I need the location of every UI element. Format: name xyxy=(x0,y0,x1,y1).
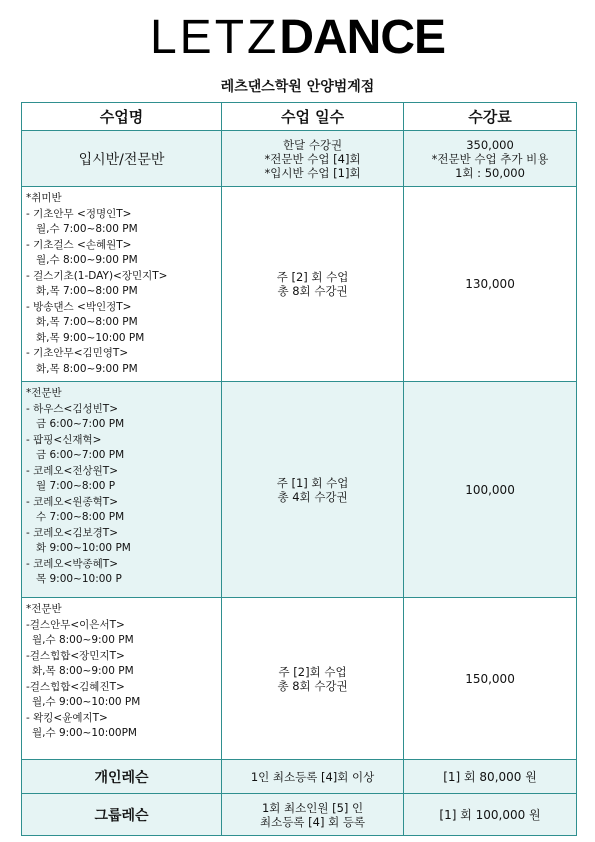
table-row-hobby xyxy=(22,187,577,382)
schedule-line: - 코레오<전상원T> xyxy=(26,464,118,477)
table-row-pro2 xyxy=(22,598,577,760)
schedule-line: *전문반 xyxy=(26,603,62,615)
header-row xyxy=(22,103,577,131)
pro1-fee: 100,000 xyxy=(404,382,577,598)
group-days-line: 1회 최소인원 [5] 인 xyxy=(261,800,364,815)
private-fee: [1] 회 80,000 원 xyxy=(404,760,577,794)
schedule-line: - 걸스기초(1-DAY)<장민지T> xyxy=(26,269,168,282)
schedule-line: 월 7:00~8:00 P xyxy=(36,480,116,492)
group-name: 그룹레슨 xyxy=(22,794,222,836)
entrance-fee-line: 1회 : 50,000 xyxy=(455,165,525,180)
logo-light-text: LETZ xyxy=(149,11,280,64)
entrance-days-line: 한달 수강권 xyxy=(282,137,343,152)
schedule-line: 월,수 8:00~9:00 PM xyxy=(32,634,134,646)
pro1-days-line: 주 [1] 회 수업 xyxy=(276,475,349,490)
hobby-days-line: 주 [2] 회 수업 xyxy=(276,270,349,284)
pro2-schedule xyxy=(22,598,222,760)
private-name: 개인레슨 xyxy=(22,760,222,794)
schedule-line: - 왁킹<윤예지T> xyxy=(26,711,108,724)
schedule-line: -걸스힙합<장민지T> xyxy=(26,649,125,662)
private-days: 1인 최소등록 [4]회 이상 xyxy=(222,760,404,794)
group-days-line: 최소등록 [4] 회 등록 xyxy=(260,814,366,829)
schedule-line: - 하우스<김성빈T> xyxy=(26,402,118,415)
schedule-line: 화,목 7:00~8:00 PM xyxy=(36,316,138,328)
entrance-days-line: *입시반 수업 [1]회 xyxy=(264,165,361,180)
pro1-schedule xyxy=(22,382,222,598)
schedule-line: 화,목 8:00~9:00 PM xyxy=(32,665,134,677)
entrance-days xyxy=(222,131,404,187)
schedule-line: - 방송댄스 <박인정T> xyxy=(26,300,132,313)
hobby-days xyxy=(222,187,404,382)
schedule-line: 수 7:00~8:00 PM xyxy=(36,511,125,523)
logo-bold-text: DANCE xyxy=(279,11,446,64)
schedule-line: 월,수 8:00~9:00 PM xyxy=(36,254,138,266)
entrance-days-line: *전문반 수업 [4]회 xyxy=(264,151,361,166)
pro2-fee: 150,000 xyxy=(404,598,577,760)
entrance-fee-line: 350,000 xyxy=(466,137,514,152)
schedule-line: 금 6:00~7:00 PM xyxy=(36,418,125,430)
table-row-entrance xyxy=(22,131,577,187)
entrance-fee-line: *전문반 수업 추가 비용 xyxy=(431,151,549,166)
schedule-line: 금 6:00~7:00 PM xyxy=(36,449,125,461)
schedule-line: 목 9:00~10:00 P xyxy=(36,573,122,585)
schedule-line: - 기초안무<김민영T> xyxy=(26,347,129,359)
schedule-line: 월,수 9:00~10:00PM xyxy=(32,727,137,739)
pro1-days xyxy=(222,382,404,598)
fee-table xyxy=(21,102,577,836)
table-row-pro1 xyxy=(22,382,577,598)
schedule-line: - 코레오<박종혜T> xyxy=(26,557,118,570)
entrance-fee xyxy=(404,131,577,187)
schedule-line: *전문반 xyxy=(26,387,62,399)
hobby-schedule xyxy=(22,187,222,382)
pro2-days xyxy=(222,598,404,760)
schedule-line: 화,목 7:00~8:00 PM xyxy=(36,285,138,297)
schedule-line: -걸스안무<이은서T> xyxy=(26,618,125,631)
header-class-name: 수업명 xyxy=(22,103,222,131)
schedule-line: - 팝핑<신재혁> xyxy=(26,433,102,446)
schedule-line: 화,목 8:00~9:00 PM xyxy=(36,362,138,375)
schedule-line: 화 9:00~10:00 PM xyxy=(36,542,131,554)
schedule-line: - 코레오<김보경T> xyxy=(26,526,118,539)
logo xyxy=(0,12,595,64)
schedule-line: - 기초걸스 <손혜원T> xyxy=(26,238,132,251)
header-fee: 수강료 xyxy=(404,103,577,131)
table-row-private xyxy=(22,760,577,794)
schedule-line: 화,목 9:00~10:00 PM xyxy=(36,331,145,344)
schedule-line: -걸스힙합<김혜진T> xyxy=(26,680,125,693)
pro2-days-line: 총 8회 수강권 xyxy=(277,678,348,693)
pro2-days-line: 주 [2]회 수업 xyxy=(278,664,347,679)
hobby-days-line: 총 8회 수강권 xyxy=(277,284,348,298)
group-fee: [1] 회 100,000 원 xyxy=(404,794,577,836)
schedule-line: *취미반 xyxy=(26,192,62,204)
schedule-line: - 기초안무 <정명인T> xyxy=(26,207,132,220)
header-class-days: 수업 일수 xyxy=(222,103,404,131)
entrance-name: 입시반/전문반 xyxy=(22,131,222,187)
schedule-line: - 코레오<원종혁T> xyxy=(26,495,118,508)
pro1-days-line: 총 4회 수강권 xyxy=(277,489,348,504)
group-days xyxy=(222,794,404,836)
hobby-fee: 130,000 xyxy=(404,187,577,382)
schedule-line: 월,수 9:00~10:00 PM xyxy=(32,696,141,708)
table-row-group xyxy=(22,794,577,836)
schedule-line: 월,수 7:00~8:00 PM xyxy=(36,223,138,235)
page-subtitle: 레츠댄스학원 안양범계점 xyxy=(220,79,375,95)
